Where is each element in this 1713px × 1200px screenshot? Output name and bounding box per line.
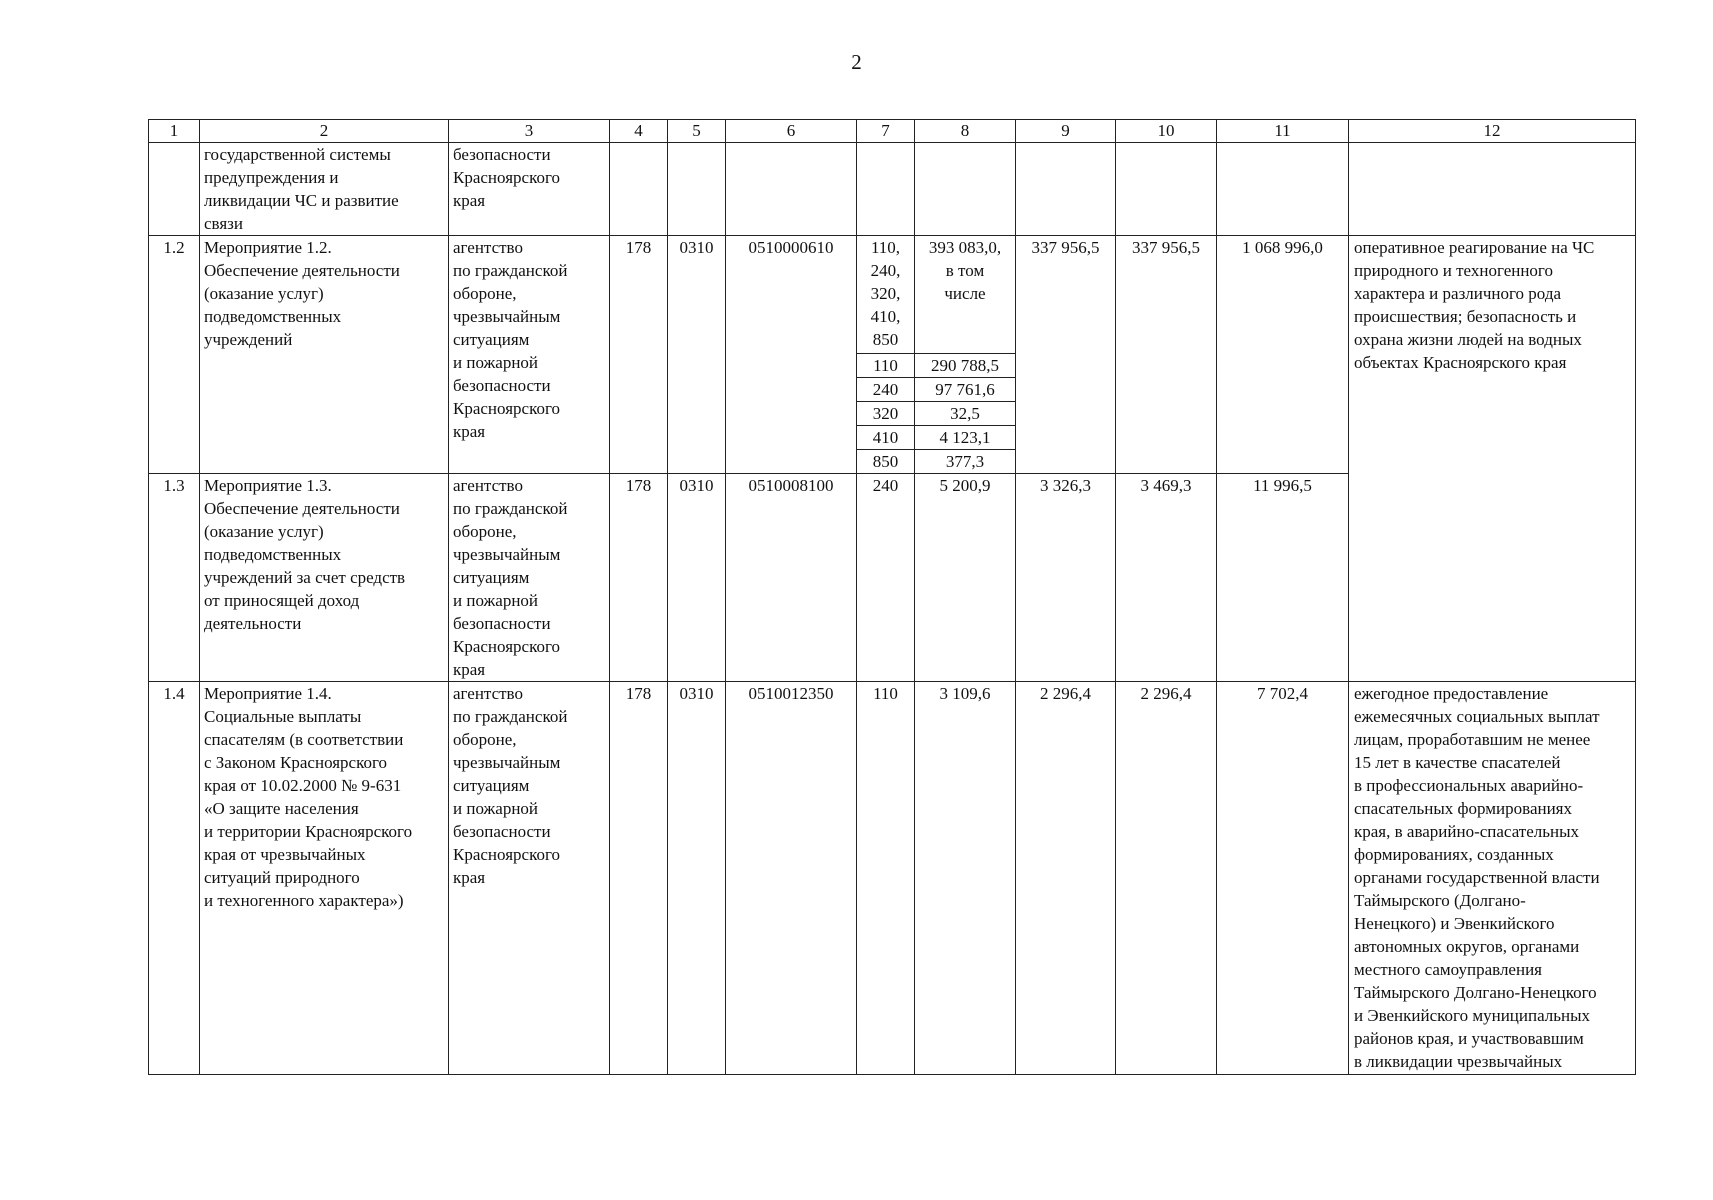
year2-amount: 3 326,3 (1016, 474, 1116, 682)
vr-code: 110 (857, 682, 915, 1075)
grbs-code: 178 (610, 682, 668, 1075)
column-number-row (149, 120, 1636, 143)
breakdown-amount: 4 123,1 (915, 426, 1016, 450)
total-amount: 7 702,4 (1217, 682, 1349, 1075)
col-header: 3 (449, 120, 610, 143)
vr-code: 850 (857, 450, 915, 474)
csr-code: 0510000610 (726, 236, 857, 474)
expected-result: оперативное реагирование на ЧС природного и техногенного характера и различного рода происшествия; безопасность и охрана жизни людей на водных объектах Красноярского края (1349, 236, 1636, 682)
year2-amount: 337 956,5 (1016, 236, 1116, 474)
agency-name: агентство по гражданской обороне, чрезвычайным ситуациям и пожарной безопасности Красноярского края (449, 236, 610, 474)
csr-code: 0510008100 (726, 474, 857, 682)
measures-table (148, 119, 1636, 1075)
breakdown-amount: 377,3 (915, 450, 1016, 474)
agency-name: агентство по гражданской обороне, чрезвычайным ситуациям и пожарной безопасности Красноярского края (449, 474, 610, 682)
year2-amount: 2 296,4 (1016, 682, 1116, 1075)
rzpr-code: 0310 (668, 236, 726, 474)
vr-code: 240 (857, 378, 915, 402)
csr-code: 0510012350 (726, 682, 857, 1075)
expected-result: ежегодное предоставление ежемесячных социальных выплат лицам, проработавшим не менее 15 лет в качестве спасателей в профессиональных аварийно- спасательных формированиях края, в аварийно-спасательных формированиях, созданных органами государственной власти Таймырского (Долгано- Ненецкого) и Эвенкийского автономных округов, органами местного самоуправления Таймырского Долгано-Ненецкого и Эвенкийского муниципальных районов края, и участвовавшим в ликвидации чрезвычайных (1349, 682, 1636, 1075)
vr-code: 110, 240, 320, 410, 850 (857, 236, 915, 354)
col-header: 4 (610, 120, 668, 143)
measure-name: Мероприятие 1.2. Обеспечение деятельности (оказание услуг) подведомственных учреждений (200, 236, 449, 474)
year1-amount: 3 109,6 (915, 682, 1016, 1075)
col-header: 8 (915, 120, 1016, 143)
row-number: 1.3 (149, 474, 200, 682)
col-header: 5 (668, 120, 726, 143)
year3-amount: 3 469,3 (1116, 474, 1217, 682)
col-header: 7 (857, 120, 915, 143)
col-header: 2 (200, 120, 449, 143)
breakdown-amount: 32,5 (915, 402, 1016, 426)
col-header: 11 (1217, 120, 1349, 143)
table-row (149, 236, 1636, 354)
page-number: 2 (851, 50, 862, 74)
year3-amount: 337 956,5 (1116, 236, 1217, 474)
year1-amount: 393 083,0, в том числе (915, 236, 1016, 354)
vr-code: 410 (857, 426, 915, 450)
col-header: 1 (149, 120, 200, 143)
grbs-code: 178 (610, 236, 668, 474)
vr-code: 110 (857, 354, 915, 378)
rzpr-code: 0310 (668, 474, 726, 682)
grbs-code: 178 (610, 474, 668, 682)
agency-name: агентство по гражданской обороне, чрезвычайным ситуациям и пожарной безопасности Красноярского края (449, 682, 610, 1075)
total-amount: 11 996,5 (1217, 474, 1349, 682)
total-amount: 1 068 996,0 (1217, 236, 1349, 474)
col-header: 6 (726, 120, 857, 143)
breakdown-amount: 290 788,5 (915, 354, 1016, 378)
table-row (149, 682, 1636, 1075)
year1-amount: 5 200,9 (915, 474, 1016, 682)
rzpr-code: 0310 (668, 682, 726, 1075)
agency-name: безопасности Красноярского края (449, 143, 610, 236)
col-header: 9 (1016, 120, 1116, 143)
measure-name: Мероприятие 1.4. Социальные выплаты спасателям (в соответствии с Законом Красноярского края от 10.02.2000 № 9-631 «О защите населения и территории Красноярского края от чрезвычайных ситуаций природного и техногенного характера») (200, 682, 449, 1075)
col-header: 10 (1116, 120, 1217, 143)
col-header: 12 (1349, 120, 1636, 143)
vr-code: 240 (857, 474, 915, 682)
row-number: 1.2 (149, 236, 200, 474)
vr-code: 320 (857, 402, 915, 426)
measure-name: государственной системы предупреждения и ликвидации ЧС и развитие связи (200, 143, 449, 236)
table-row-continuation (149, 143, 1636, 236)
year3-amount: 2 296,4 (1116, 682, 1217, 1075)
row-number: 1.4 (149, 682, 200, 1075)
breakdown-amount: 97 761,6 (915, 378, 1016, 402)
measure-name: Мероприятие 1.3. Обеспечение деятельности (оказание услуг) подведомственных учреждений за счет средств от приносящей доход деятельности (200, 474, 449, 682)
